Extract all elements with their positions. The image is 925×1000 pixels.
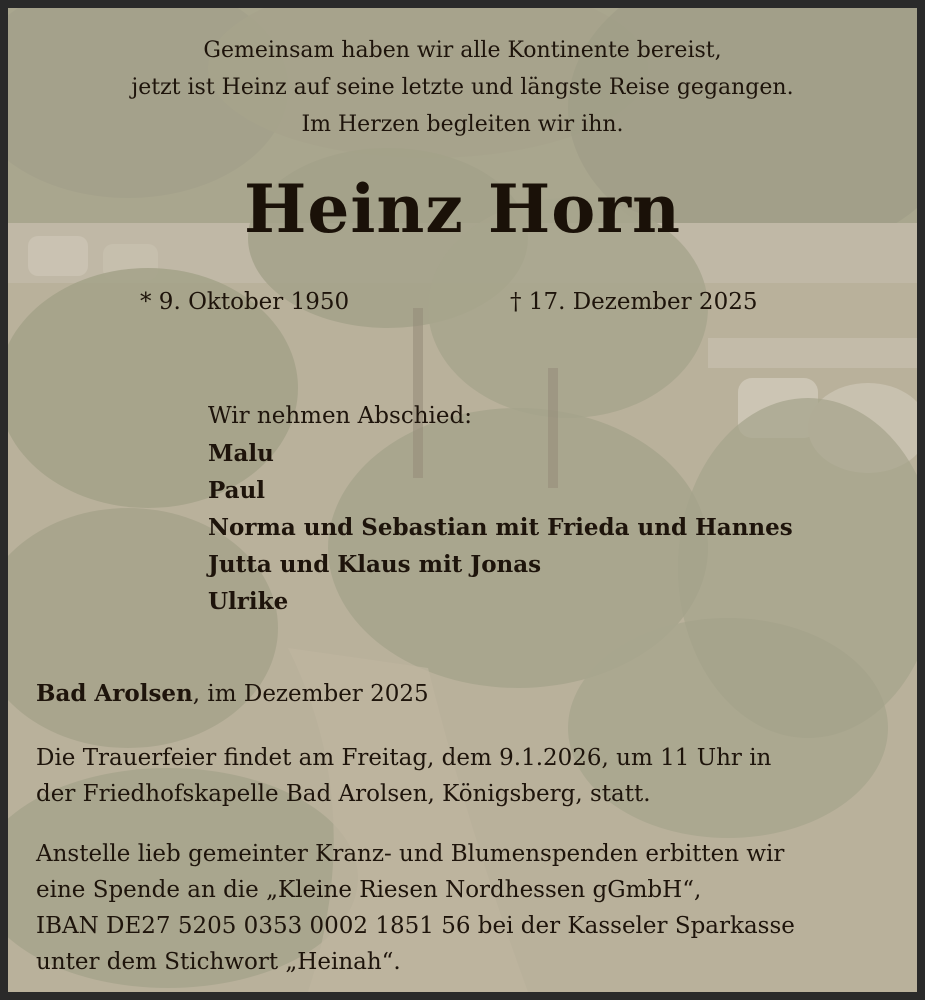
place-and-date [36, 680, 429, 707]
place-date: , im Dezember 2025 [192, 681, 429, 707]
donation-info [36, 836, 795, 980]
motto-line-2: jetzt ist Heinz auf seine letzte und längste Reise gegangen. [131, 75, 794, 100]
place-city: Bad Arolsen [36, 680, 193, 707]
mourner-name: Jutta und Klaus mit Jonas [208, 551, 542, 578]
motto-line-1: Gemeinsam haben wir alle Kontinente bereist, [203, 38, 722, 63]
birth-date: * 9. Oktober 1950 [140, 289, 350, 315]
mourner-name: Malu [208, 440, 274, 467]
donation-line-4: unter dem Stichwort „Heinah“. [36, 949, 401, 975]
motto-line-3: Im Herzen begleiten wir ihn. [301, 112, 624, 137]
donation-line-1: Anstelle lieb gemeinter Kranz- und Blumenspenden erbitten wir [36, 841, 785, 867]
death-date: † 17. Dezember 2025 [510, 289, 758, 315]
donation-line-2: eine Spende an die „Kleine Riesen Nordhessen gGmbH“, [36, 877, 702, 903]
mourner-name: Paul [208, 477, 266, 504]
mourner-name: Ulrike [208, 588, 289, 615]
mourners-intro: Wir nehmen Abschied: [208, 403, 472, 429]
funeral-info [36, 740, 771, 812]
motto-verse [8, 32, 917, 143]
donation-line-3: IBAN DE27 5205 0353 0002 1851 56 bei der Kasseler Sparkasse [36, 913, 795, 939]
mourner-name: Norma und Sebastian mit Frieda und Hannes [208, 514, 793, 541]
mourners-list [208, 398, 793, 620]
deceased-name: Heinz Horn [243, 170, 681, 248]
funeral-line-2: der Friedhofskapelle Bad Arolsen, Königsberg, statt. [36, 781, 651, 807]
funeral-line-1: Die Trauerfeier findet am Freitag, dem 9.1.2026, um 11 Uhr in [36, 745, 772, 771]
